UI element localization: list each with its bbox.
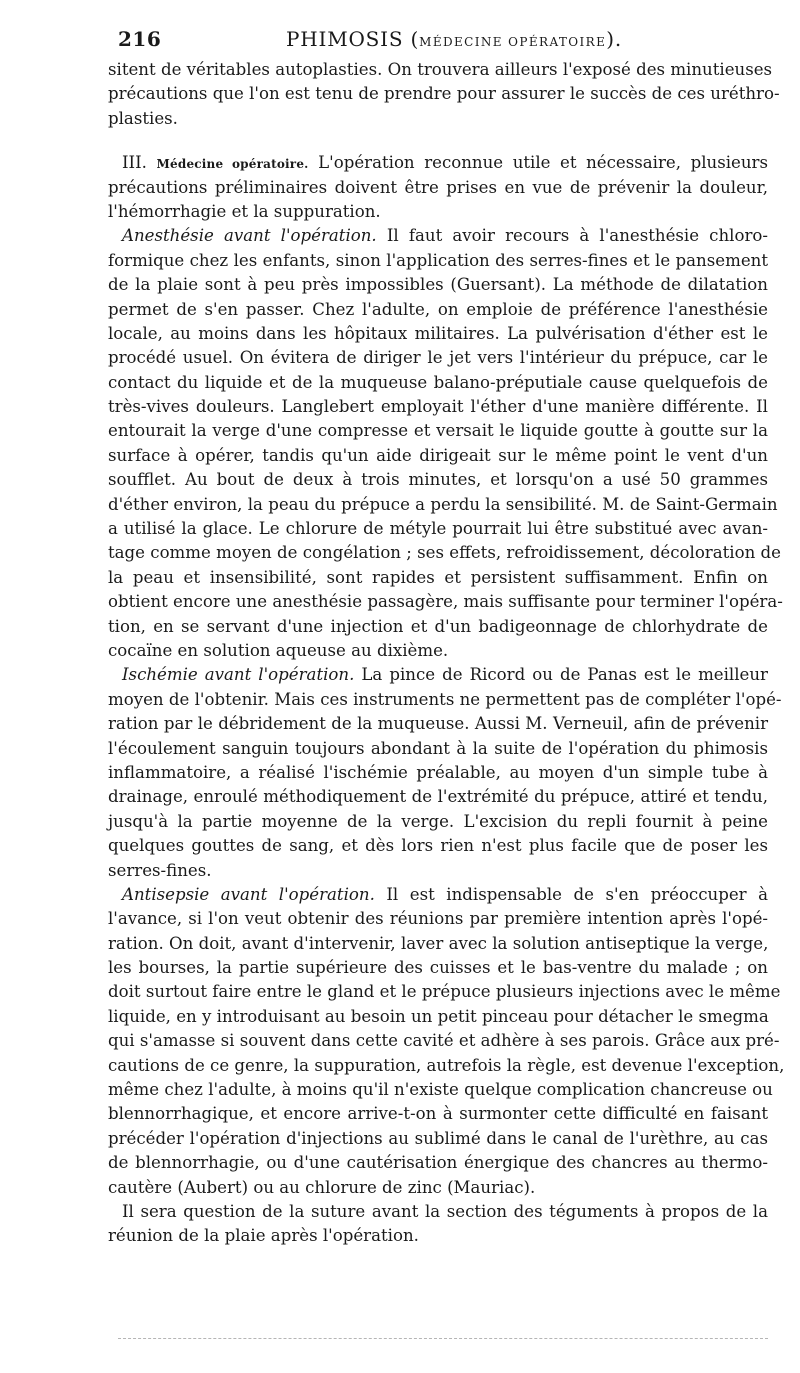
paragraph-ischemie [108,663,782,883]
running-title: PHIMOSIS (MÉDECINE OPÉRATOIRE). [286,27,623,51]
text-line: même chez l'adulte, à moins qu'il n'existe quelque complication chancreuse ou [108,1080,773,1100]
text-line: très-vives douleurs. Langlebert employait l'éther d'une manière différente. Il [108,397,768,417]
text-line: de la plaie sont à peu près impossibles (Guersant). La méthode de dilatation [108,275,768,295]
text-line: l'avance, si l'on veut obtenir des réunions par première intention après l'opé- [108,909,768,929]
page-header [118,26,778,52]
text-line: cocaïne en solution aqueuse au dixième. [108,640,449,660]
text-line: plasties. [108,108,178,128]
text-line: précéder l'opération d'injections au sublimé dans le canal de l'urèthre, au cas [108,1128,768,1148]
text-line: locale, au moins dans les hôpitaux militaires. La pulvérisation d'éther est le [108,323,768,343]
paragraph-title: Ischémie avant l'opération. [122,665,355,685]
text-line: serres-fines. [108,860,212,880]
text-line: obtient encore une anesthésie passagère, mais suffisante pour terminer l'opéra- [108,592,783,612]
paragraph-first-line: Ischémie avant l'opération. La pince de Ricord ou de Panas est le meilleur [122,665,768,685]
text-line: qui s'amasse si souvent dans cette cavité et adhère à ses parois. Grâce aux pré- [108,1031,780,1051]
text-line: contact du liquide et de la muqueuse balano-préputiale cause quelquefois de [108,372,768,392]
text-line: quelques gouttes de sang, et dès lors rien n'est plus facile que de poser les [108,836,768,856]
text-line: cautions de ce genre, la suppuration, autrefois la règle, est devenue l'exception, [108,1055,785,1075]
paragraph-first-line: Anesthésie avant l'opération. Il faut avoir recours à l'anesthésie chloro- [122,226,768,246]
paragraph-continuation [108,58,780,131]
section-gap [108,131,768,151]
text-line: doit surtout faire entre le gland et le prépuce plusieurs injections avec le même [108,982,781,1002]
text-line: permet de s'en passer. Chez l'adulte, on emploie de préférence l'anesthésie [108,299,768,319]
text-line: a utilisé la glace. Le chlorure de métyle pourrait lui être substitué avec avan- [108,519,768,539]
page-bottom-rule [118,1338,768,1339]
text-line: Il sera question de la suture avant la section des téguments à propos de la [122,1201,768,1221]
text-line: jusqu'à la partie moyenne de la verge. L'excision du repli fournit à peine [108,811,768,831]
paragraph-title: Antisepsie avant l'opération. [122,884,375,904]
text-line: ration par le débridement de la muqueuse. Aussi M. Verneuil, afin de prévenir [108,714,768,734]
text-line: moyen de l'obtenir. Mais ces instruments ne permettent pas de compléter l'opé- [108,689,782,709]
paragraph-first-line: Antisepsie avant l'opération. Il est indispensable de s'en préoccuper à [122,884,768,904]
body-text [108,58,785,1249]
text-line: la peau et insensibilité, sont rapides et persistent suffisamment. Enfin on [108,567,768,587]
text-line: d'éther environ, la peau du prépuce a perdu la sensibilité. M. de Saint-Germain [108,494,778,514]
paragraph-anesthesie [108,224,783,663]
text-line: tage comme moyen de congélation ; ses effets, refroidissement, décoloration de [108,543,782,563]
text-line: cautère (Aubert) ou au chlorure de zinc (Mauriac). [108,1177,536,1197]
section-number: III. [122,153,147,173]
section-medecine-operatoire [108,151,768,224]
section-heading: Médecine opératoire. [156,157,309,172]
text-line: tion, en se servant d'une injection et d'un badigeonnage de chlorhydrate de [108,616,768,636]
text-line: formique chez les enfants, sinon l'application des serres-fines et le pansement [108,250,768,270]
text-line: entourait la verge d'une compresse et versait le liquide goutte à goutte sur la [108,421,768,441]
text-line: l'hémorrhagie et la suppuration. [108,201,381,221]
text-line: ration. On doit, avant d'intervenir, laver avec la solution antiseptique la verge, [108,933,769,953]
page-number: 216 [118,27,162,51]
text-line: l'écoulement sanguin toujours abondant à la suite de l'opération du phimosis [108,738,768,758]
paragraph-antisepsie [108,883,785,1200]
paragraph-title: Anesthésie avant l'opération. [122,226,377,246]
text-line: procédé usuel. On évitera de diriger le jet vers l'intérieur du prépuce, car le [108,348,768,368]
paragraph-suture [108,1200,768,1249]
text-line: surface à opérer, tandis qu'un aide dirigeait sur le même point le vent d'un [108,445,768,465]
text-line: blennorrhagique, et encore arrive-t-on à surmonter cette difficulté en faisant [108,1104,768,1124]
text-line: inflammatoire, a réalisé l'ischémie préalable, au moyen d'un simple tube à [108,762,768,782]
text-line: sitent de véritables autoplasties. On trouvera ailleurs l'exposé des minutieuses [108,60,773,79]
text-line: précautions préliminaires doivent être prises en vue de prévenir la douleur, [108,177,768,197]
text-line: drainage, enroulé méthodiquement de l'extrémité du prépuce, attiré et tendu, [108,787,768,807]
section-heading-line: III. Médecine opératoire. L'opération reconnue utile et nécessaire, plusieurs [122,153,768,173]
text-line: liquide, en y introduisant au besoin un petit pinceau pour détacher le smegma [108,1006,769,1026]
text-line: soufflet. Au bout de deux à trois minutes, et lorsqu'on a usé 50 grammes [108,470,768,490]
text-line: les bourses, la partie supérieure des cuisses et le bas-ventre du malade ; on [108,958,768,978]
text-line: réunion de la plaie après l'opération. [108,1226,419,1246]
text-line: de blennorrhagie, ou d'une cautérisation énergique des chancres au thermo- [108,1153,768,1173]
text-line: précautions que l'on est tenu de prendre pour assurer le succès de ces uréthro- [108,84,780,104]
